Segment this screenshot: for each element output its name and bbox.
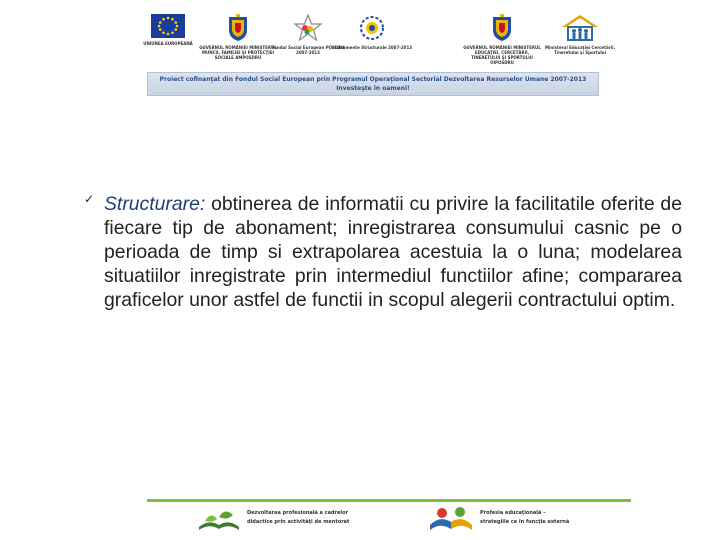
footer-right-line-2: strategiile ce în funcţie externă	[480, 519, 570, 525]
logo-caption: GUVERNUL ROMÂNIEI MINISTERUL EDUCAŢIEI, CERCETĂRII, TINERETULUI ŞI SPORTULUI OIPOSDRU	[463, 45, 541, 65]
logo-caption: Instrumente Structurale 2007-2013	[332, 45, 413, 50]
romania-coat-of-arms-icon	[491, 14, 513, 42]
banner-line-2: Investeşte în oameni!	[336, 85, 410, 92]
education-ministry-house-icon	[560, 14, 600, 42]
structurare-paragraph	[104, 192, 682, 312]
logo-caption: UNIUNEA EUROPEANĂ	[143, 41, 193, 46]
romania-coat-of-arms-icon	[227, 14, 249, 42]
logo-caption: GUVERNUL ROMÂNIEI MINISTERUL MUNCII, FAMILIEI ŞI PROTECŢIEI SOCIALE AMPOSDRU	[199, 45, 277, 60]
open-book-leaves-icon	[197, 505, 241, 531]
open-book-colored-icon	[428, 505, 474, 531]
structural-instruments-icon	[357, 14, 387, 42]
logo-structural-instruments	[332, 14, 412, 50]
logo-caption: Fondul Social European POSDRU 2007-2013	[271, 45, 345, 55]
header-logo-strip	[0, 0, 720, 100]
logo-caption: Ministerul Educaţiei Cercetării, Tineretului şi Sportului	[545, 45, 615, 55]
logo-eu	[128, 14, 208, 46]
banner-line-1: Proiect cofinanţat din Fondul Social European prin Programul Operaţional Sectorial Dezvoltarea Resurselor Umane 2007-2013	[159, 76, 587, 83]
footer-left-line-2: didactice prin activităţi de mentorat	[247, 519, 350, 525]
social-fund-star-icon	[293, 14, 323, 42]
footer-project-right	[428, 505, 628, 535]
logo-education-house	[540, 14, 620, 55]
logo-ministry-labour	[198, 14, 278, 60]
cofinancing-banner	[147, 72, 599, 96]
footer-right-line-1: Profesia educaţională –	[480, 510, 546, 516]
paragraph-text: obtinerea de informatii cu privire la facilitatile oferite de fiecare tip de abonament; inregistrarea consumului casnic pe o perioada de timp si extrapolarea acestuia la o luna; modelarea situatiilor inregistrate prin intermediul functiilor afine; compararea graficelor unor astfel de functii in scopul alegerii contractului optim.	[104, 193, 682, 311]
logo-ministry-education	[462, 14, 542, 65]
footer-left-line-1: Dezvoltarea profesională a cadrelor	[247, 510, 349, 516]
footer-project-left	[197, 505, 397, 535]
paragraph-term: Structurare:	[104, 193, 206, 215]
eu-flag-icon	[151, 14, 185, 38]
checkmark-icon: ✓	[84, 192, 95, 206]
footer-divider	[147, 499, 631, 502]
